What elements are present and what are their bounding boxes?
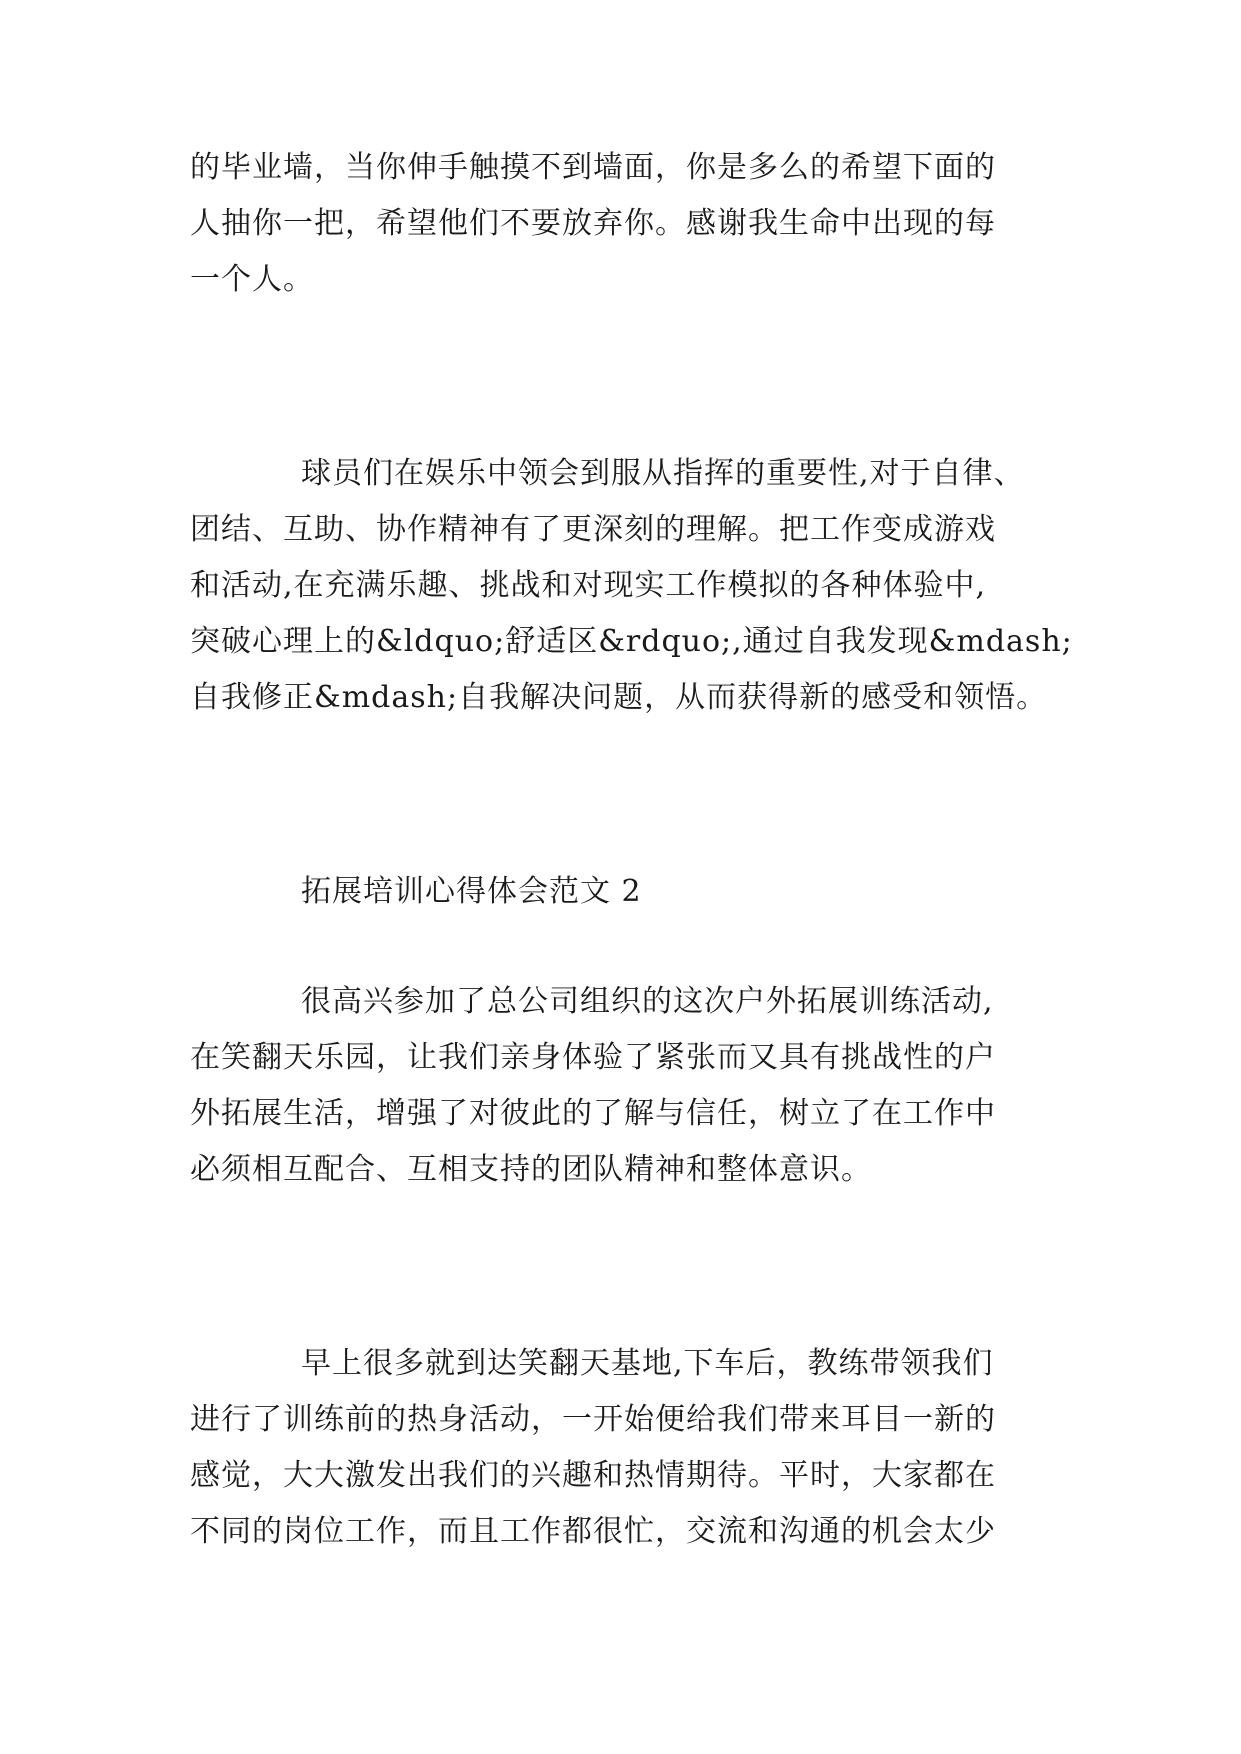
- paragraph-4-line-1: 早上很多就到达笑翻天基地,下车后，教练带领我们: [301, 1346, 994, 1381]
- paragraph-2-line-1: 球员们在娱乐中领会到服从指挥的重要性,对于自律、: [301, 456, 1025, 491]
- paragraph-3-line-4: 必须相互配合、互相支持的团队精神和整体意识。: [190, 1152, 872, 1187]
- paragraph-4-line-3: 感觉，大大激发出我们的兴趣和热情期待。平时，大家都在: [190, 1458, 996, 1493]
- paragraph-2-line-5: 自我修正&mdash;自我解决问题，从而获得新的感受和领悟。: [190, 680, 1048, 715]
- paragraph-2-line-3: 和活动,在充满乐趣、挑战和对现实工作模拟的各种体验中,: [190, 568, 987, 603]
- paragraph-1-line-1: 的毕业墙，当你伸手触摸不到墙面，你是多么的希望下面的: [190, 150, 996, 185]
- paragraph-3-line-1: 很高兴参加了总公司组织的这次户外拓展训练活动,: [301, 984, 994, 1019]
- paragraph-3-line-3: 外拓展生活，增强了对彼此的了解与信任，树立了在工作中: [190, 1096, 996, 1131]
- paragraph-1-line-2: 人抽你一把，希望他们不要放弃你。感谢我生命中出现的每: [190, 206, 996, 241]
- paragraph-2-line-4: 突破心理上的&ldquo;舒适区&rdquo;,通过自我发现&mdash;: [190, 624, 1073, 659]
- section-heading: 拓展培训心得体会范文 2: [301, 874, 642, 909]
- paragraph-4-line-2: 进行了训练前的热身活动，一开始便给我们带来耳目一新的: [190, 1402, 996, 1437]
- paragraph-1-line-3: 一个人。: [190, 262, 314, 297]
- paragraph-4-line-4: 不同的岗位工作，而且工作都很忙，交流和沟通的机会太少: [190, 1514, 996, 1549]
- paragraph-3-line-2: 在笑翻天乐园，让我们亲身体验了紧张而又具有挑战性的户: [190, 1040, 996, 1075]
- paragraph-2-line-2: 团结、互助、协作精神有了更深刻的理解。把工作变成游戏: [190, 512, 996, 547]
